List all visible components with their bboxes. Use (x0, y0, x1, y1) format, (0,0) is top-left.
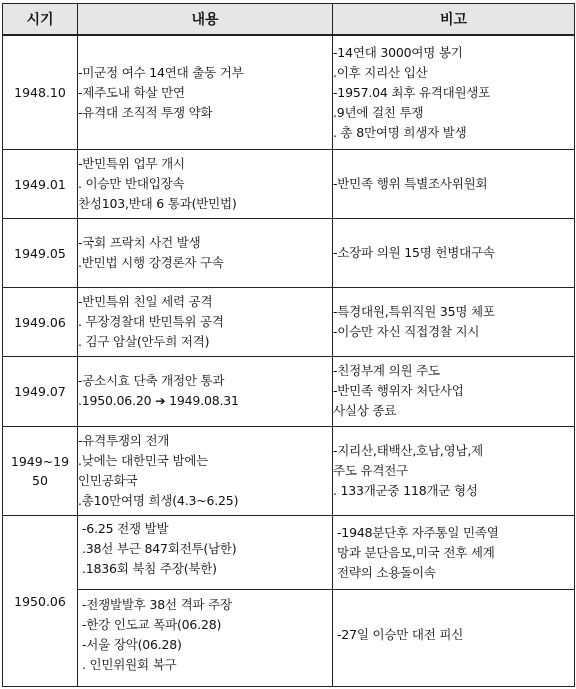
content-line: -한강 인도교 폭파(06.28) (82, 617, 222, 633)
content-cell (78, 35, 333, 150)
note-cell (333, 357, 575, 426)
period-cell (3, 426, 78, 515)
period-cell: 1949.06 (3, 287, 78, 356)
content-line: .38선 부근 847회전투(남한) (82, 541, 237, 557)
note-line: . 133개군중 118개군 형성 (333, 482, 478, 498)
header-period: 시기 (3, 4, 78, 36)
content-line: -전쟁발발후 38선 격파 주장 (82, 597, 232, 613)
content-line: -6.25 전쟁 발발 (82, 521, 169, 537)
content-cell (78, 287, 333, 356)
note-cell (333, 150, 575, 219)
note-line: .이후 지리산 입산 (333, 64, 428, 80)
content-cell (78, 150, 333, 219)
note-line: -지리산,태백산,호남,영남,제 (333, 442, 484, 458)
header-note: 비고 (333, 4, 575, 36)
content-cell (78, 516, 333, 687)
content-line: .1950.06.20 ➔ 1949.08.31 (78, 393, 239, 409)
history-table (2, 3, 575, 687)
table-row (3, 150, 575, 219)
table-row (3, 287, 575, 356)
table-row (3, 35, 575, 150)
content-line: . 김구 암살(안두희 저격) (78, 334, 210, 349)
note-line: -친정부계 의원 주도 (333, 363, 440, 379)
content-line: .1836회 북침 주장(북한) (82, 561, 217, 577)
note-line: -반민족 행위 특별조사위원회 (333, 176, 488, 192)
content-line: -반민특위 업무 개시 (78, 156, 185, 172)
content-cell (78, 426, 333, 515)
header-content: 내용 (78, 4, 333, 36)
note-cell (333, 426, 575, 515)
content-line: -서울 장악(06.28) (82, 637, 182, 653)
note-line: -27일 이승만 대전 피신 (337, 627, 464, 643)
content-line: .반민법 시행 강경론자 구속 (78, 255, 224, 271)
note-cell (333, 35, 575, 150)
table-row (3, 219, 575, 287)
content-line: -유격대 조직적 투쟁 약화 (78, 104, 213, 120)
period-cell: 1948.10 (3, 35, 78, 150)
period-cell: 1949.07 (3, 357, 78, 426)
note-line: -1948분단후 자주통일 민족열 (337, 524, 499, 540)
content-line: -국회 프락치 사건 발생 (78, 235, 201, 251)
content-cell (78, 357, 333, 426)
content-cell (78, 219, 333, 287)
content-line: .낮에는 대한민국 밤에는 (78, 452, 209, 468)
content-line: -미군정 여수 14연대 출동 거부 (78, 64, 244, 80)
note-line: . 총 8만여명 희생자 발생 (333, 124, 467, 140)
note-line: 사실상 종료 (333, 403, 397, 419)
note-cell (333, 219, 575, 287)
content-line: -제주도내 학살 만연 (78, 84, 185, 100)
table-row (3, 357, 575, 426)
header-row (3, 4, 575, 36)
content-line: . 무장경찰대 반민특위 공격 (78, 314, 224, 329)
table-row (3, 426, 575, 515)
period-cell: 1949.05 (3, 219, 78, 287)
table-row (3, 516, 575, 687)
note-line: -14연대 3000여명 봉기 (333, 44, 463, 60)
period-line: 1949~19 (10, 453, 70, 469)
note-sub-bottom (333, 590, 574, 680)
note-line: -특경대원,특위직원 35명 체포 (333, 304, 495, 319)
content-line: . 인민위원회 복구 (82, 657, 177, 673)
content-line: -공소시효 단축 개정안 통과 (78, 373, 225, 389)
content-sub-bottom (78, 590, 332, 680)
period-line: 50 (32, 472, 48, 488)
content-line: .총10만여명 희생(4.3~6.25) (78, 492, 239, 508)
content-sub-top (78, 516, 332, 590)
period-cell: 1949.01 (3, 150, 78, 219)
note-line: -반민족 행위자 처단사업 (333, 383, 464, 399)
note-line: .9년에 걸친 투쟁 (333, 104, 424, 120)
period-cell: 1950.06 (3, 516, 78, 687)
content-line: -반민특위 친일 세력 공격 (78, 294, 213, 309)
content-line: -유격투쟁의 전개 (78, 432, 170, 448)
note-sub-top (333, 516, 574, 590)
note-cell (333, 287, 575, 356)
note-cell (333, 516, 575, 687)
note-line: -이승만 자신 직접경찰 지시 (333, 324, 480, 339)
note-line: -1957.04 최후 유격대원생포 (333, 84, 491, 100)
note-line: 전략의 소용돌이속 (337, 564, 436, 580)
content-line: 찬성103,반대 6 통과(반민법) (78, 196, 237, 212)
note-line: 망과 분단음모,미국 전후 세계 (337, 544, 495, 560)
note-line: -소장파 의원 15명 헌병대구속 (333, 245, 495, 261)
content-line: . 이승만 반대입장속 (78, 176, 185, 192)
note-line: 주도 유격전구 (333, 462, 409, 478)
content-line: 인민공화국 (78, 472, 138, 488)
